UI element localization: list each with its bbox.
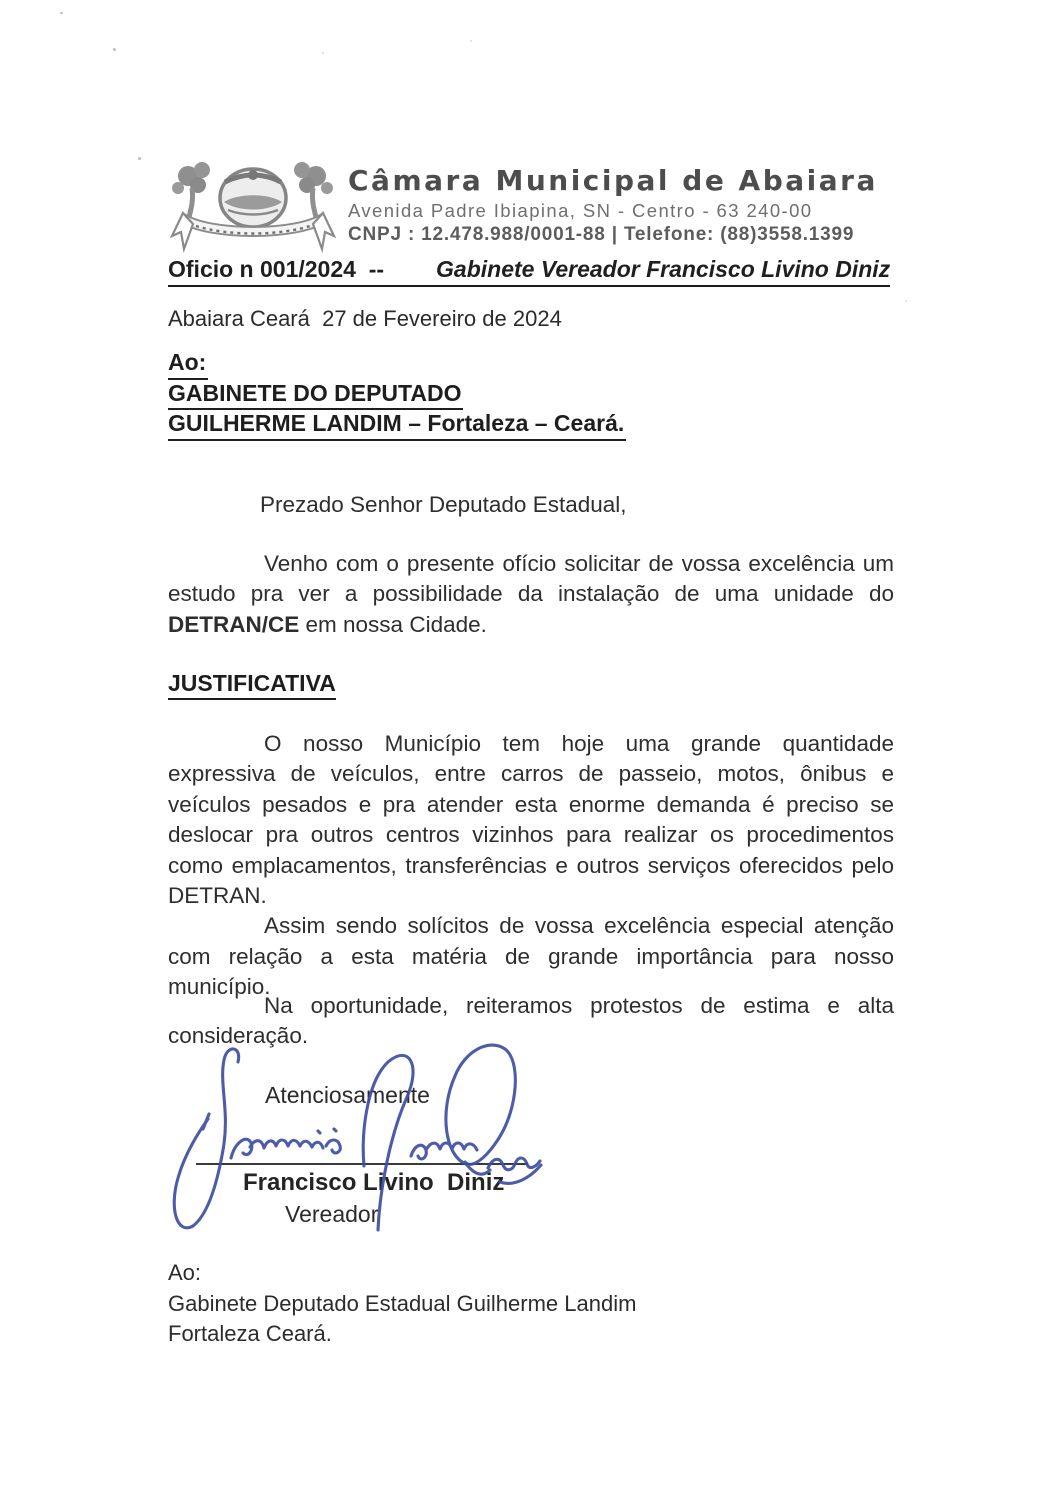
paragraph-justification-2: Assim sendo solícitos de vossa excelência especial atenção com relação a esta matéria de grande importância para nosso município. xyxy=(168,913,894,1000)
scan-noise-speck xyxy=(60,12,63,14)
municipal-coat-of-arms-icon xyxy=(168,160,338,255)
closing-word: Atenciosamente xyxy=(265,1082,430,1108)
scan-noise-speck xyxy=(113,48,116,51)
paragraph-request xyxy=(168,549,894,640)
dateline: Abaiara Ceará 27 de Fevereiro de 2024 xyxy=(168,306,562,331)
footer-to: Ao: xyxy=(168,1260,202,1285)
scan-noise-speck xyxy=(322,52,324,54)
recipient-line-2: GUILHERME LANDIM – Fortaleza – Ceará. xyxy=(168,410,626,441)
letterhead xyxy=(168,160,878,255)
scan-noise-speck xyxy=(138,157,141,160)
paragraph-justification-1: O nosso Município tem hoje uma grande quantidade expressiva de veículos, entre carros de passeio, motos, ônibus e veículos pesados e pra atender esta enorme demanda é preciso se deslocar pra outros centros vizinhos para realizar os procedimentos como emplacamentos, transferências e outros serviços oferecidos pelo DETRAN. xyxy=(168,731,894,909)
org-cnpj-phone: CNPJ : 12.478.988/0001-88 | Telefone: (88)3558.1399 xyxy=(348,224,855,245)
justification-paragraphs xyxy=(168,729,894,1003)
signatory-name: Francisco Livino Diniz xyxy=(243,1169,505,1196)
justificativa-heading: JUSTIFICATIVA xyxy=(168,670,336,700)
paragraph-request-text: Venho com o presente ofício solicitar de vossa excelência um estudo pra ver a possibilidade da instalação de uma unidade do xyxy=(168,551,894,607)
paragraph-closing-wrap xyxy=(168,991,894,1052)
paragraph-request-tail: em nossa Cidade. xyxy=(299,611,487,637)
recipient-line-1: GABINETE DO DEPUTADO xyxy=(168,380,463,411)
recipient-to: Ao: xyxy=(168,349,208,380)
oficio-number: Oficio n 001/2024 -- xyxy=(168,256,385,282)
recipient-block xyxy=(168,349,626,441)
footer-line-2: Fortaleza Ceará. xyxy=(168,1321,332,1346)
detran-ce-bold: DETRAN/CE xyxy=(168,611,300,637)
footer-line-1: Gabinete Deputado Estadual Guilherme Landim xyxy=(168,1290,637,1316)
footer-address-block xyxy=(168,1258,636,1350)
signature-rule xyxy=(196,1163,528,1165)
org-title: Câmara Municipal de Abaiara xyxy=(348,164,878,197)
salutation: Prezado Senhor Deputado Estadual, xyxy=(260,492,627,517)
scan-noise-speck xyxy=(905,300,907,302)
signatory-role: Vereador xyxy=(285,1201,379,1227)
oficio-reference-line xyxy=(168,256,890,287)
scan-noise-speck xyxy=(470,40,472,42)
paragraph-closing: Na oportunidade, reiteramos protestos de estima e alta consideração. xyxy=(168,993,894,1049)
office-name: Gabinete Vereador Francisco Livino Diniz xyxy=(436,256,891,282)
org-address: Avenida Padre Ibiapina, SN - Centro - 63 240-00 xyxy=(348,200,813,221)
